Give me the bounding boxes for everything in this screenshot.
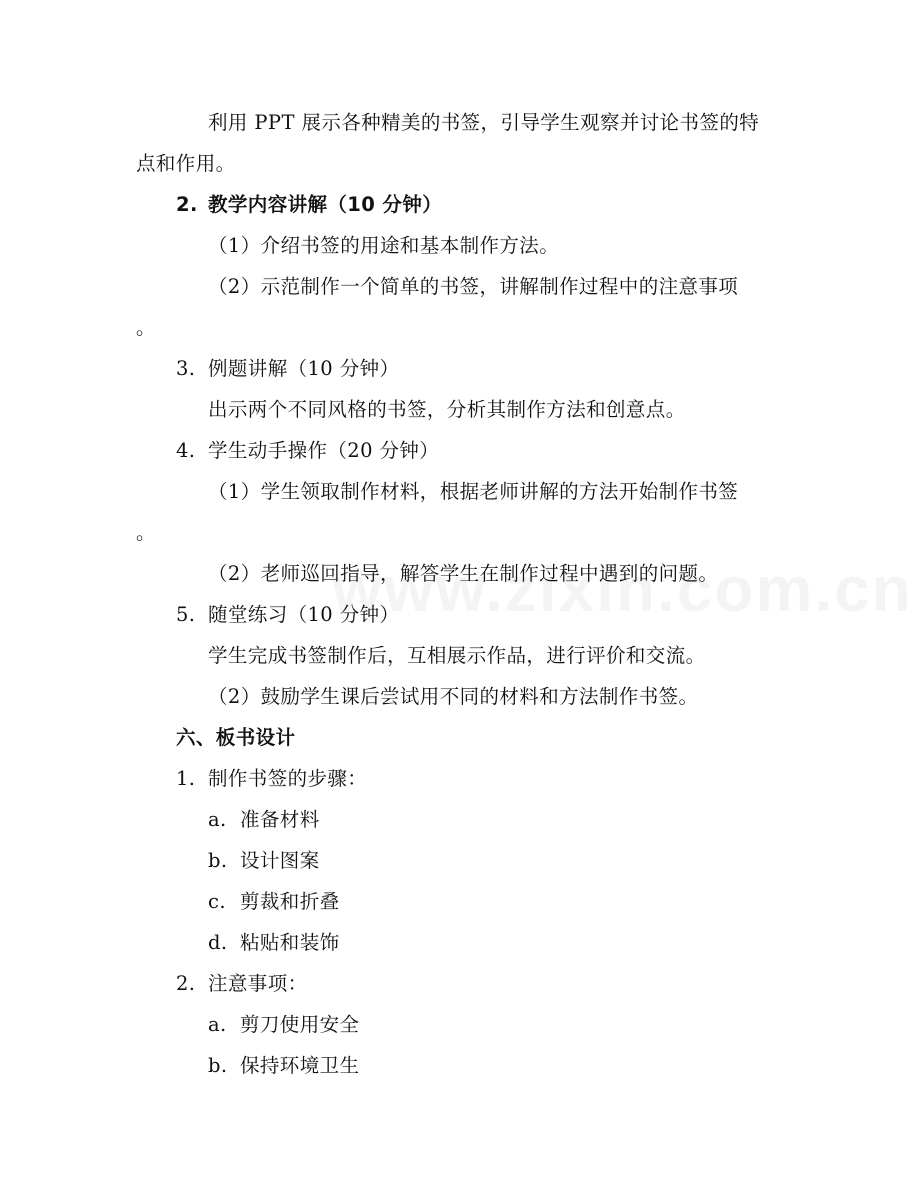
section-title: 例题讲解（10 分钟） bbox=[208, 357, 400, 380]
list-text: 保持环境卫生 bbox=[240, 1054, 360, 1077]
section-number: 4. bbox=[176, 439, 196, 462]
list-label: a. bbox=[208, 1013, 227, 1036]
list-title: 注意事项： bbox=[208, 972, 308, 995]
section-4-item-1-line1: （1）学生领取制作材料，根据老师讲解的方法开始制作书签 bbox=[208, 480, 739, 503]
list-label: b. bbox=[208, 1054, 228, 1077]
list-item bbox=[208, 807, 320, 833]
list-text: 剪刀使用安全 bbox=[240, 1013, 360, 1036]
list-label: b. bbox=[208, 849, 228, 872]
board-list-2-heading bbox=[176, 971, 308, 997]
section-5-body: 学生完成书签制作后，互相展示作品，进行评价和交流。 bbox=[208, 644, 706, 667]
section-4-heading bbox=[176, 438, 439, 464]
section-4-item-1-line2: 。 bbox=[136, 521, 156, 544]
section-title: 随堂练习（10 分钟） bbox=[208, 603, 400, 626]
board-list-1-heading bbox=[176, 766, 367, 792]
section-2-item-1: （1）介绍书签的用途和基本制作方法。 bbox=[208, 234, 560, 257]
list-label: d. bbox=[208, 931, 228, 954]
section-5-item-2: （2）鼓励学生课后尝试用不同的材料和方法制作书签。 bbox=[208, 685, 699, 708]
paragraph-intro-line1: 利用 PPT 展示各种精美的书签，引导学生观察并讨论书签的特 bbox=[208, 111, 760, 134]
list-item bbox=[208, 848, 320, 874]
list-item bbox=[208, 1053, 359, 1079]
section-2-heading bbox=[176, 192, 442, 218]
list-label: a. bbox=[208, 808, 227, 831]
list-item bbox=[208, 930, 340, 956]
section-2-item-2-line2: 。 bbox=[136, 316, 156, 339]
list-item bbox=[208, 889, 340, 915]
list-text: 准备材料 bbox=[240, 808, 320, 831]
section-3-body: 出示两个不同风格的书签，分析其制作方法和创意点。 bbox=[208, 398, 686, 421]
list-text: 剪裁和折叠 bbox=[240, 890, 340, 913]
section-number: 3. bbox=[176, 357, 196, 380]
chapter-6-heading: 六、板书设计 bbox=[176, 726, 296, 749]
section-title: 教学内容讲解（10 分钟） bbox=[208, 193, 443, 216]
section-3-heading bbox=[176, 356, 399, 382]
list-text: 粘贴和装饰 bbox=[240, 931, 340, 954]
section-title: 学生动手操作（20 分钟） bbox=[208, 439, 440, 462]
section-2-item-2-line1: （2）示范制作一个简单的书签，讲解制作过程中的注意事项 bbox=[208, 275, 739, 298]
list-number: 1. bbox=[176, 767, 196, 790]
list-text: 设计图案 bbox=[240, 849, 320, 872]
list-title: 制作书签的步骤： bbox=[208, 767, 368, 790]
section-number: 5. bbox=[176, 603, 196, 626]
section-4-item-2: （2）老师巡回指导，解答学生在制作过程中遇到的问题。 bbox=[208, 562, 719, 585]
paragraph-intro-line2: 点和作用。 bbox=[136, 152, 236, 175]
list-item bbox=[208, 1012, 359, 1038]
section-number: 2. bbox=[176, 193, 198, 216]
section-5-heading bbox=[176, 602, 399, 628]
list-number: 2. bbox=[176, 972, 196, 995]
list-label: c. bbox=[208, 890, 226, 913]
